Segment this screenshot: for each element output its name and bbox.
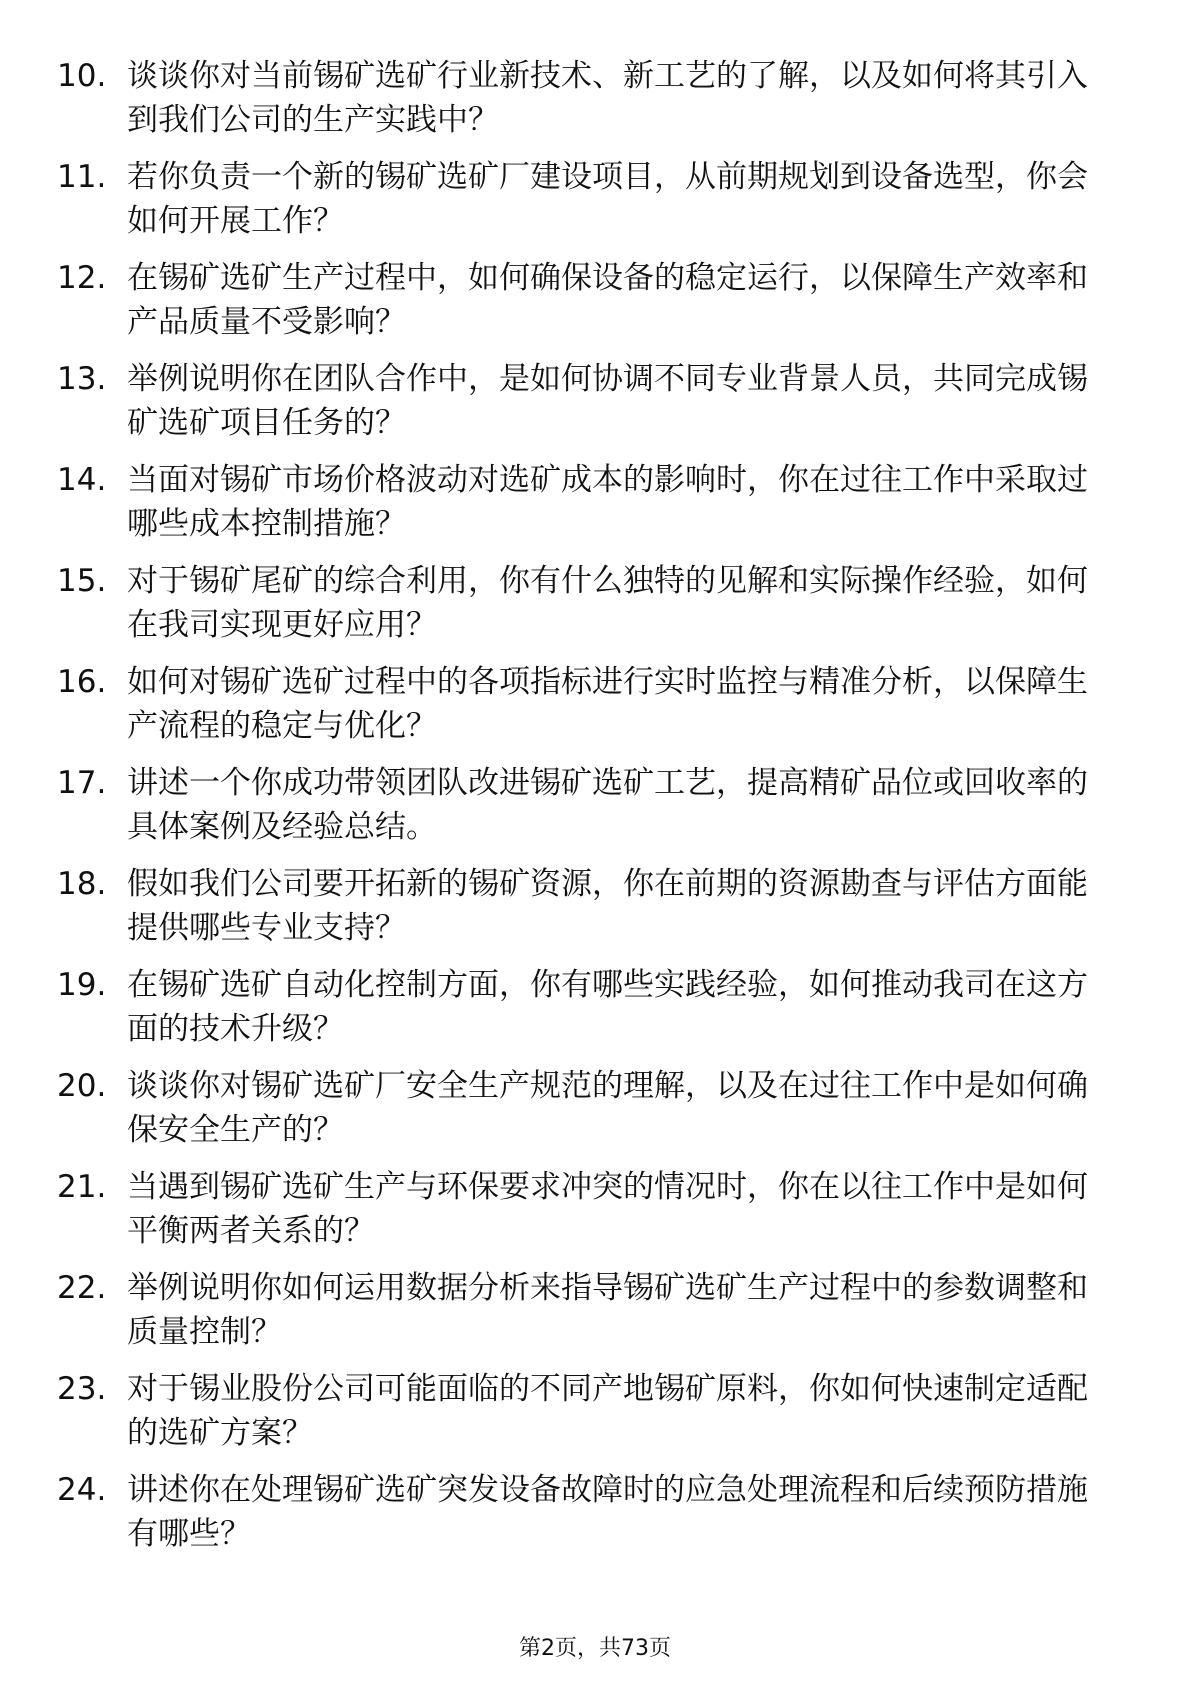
question-text: 如何对锡矿选矿过程中的各项指标进行实时监控与精准分析，以保障生产流程的稳定与优化？ <box>127 664 1088 744</box>
list-item <box>57 654 1117 755</box>
question-number: 22. <box>57 1270 107 1306</box>
question-text: 若你负责一个新的锡矿选矿厂建设项目，从前期规划到设备选型，你会如何开展工作？ <box>127 159 1088 239</box>
list-item <box>57 149 1117 250</box>
question-text: 对于锡业股份公司可能面临的不同产地锡矿原料，你如何快速制定适配的选矿方案？ <box>127 1371 1088 1451</box>
question-text: 当遇到锡矿选矿生产与环保要求冲突的情况时，你在以往工作中是如何平衡两者关系的？ <box>127 1169 1088 1249</box>
question-text: 对于锡矿尾矿的综合利用，你有什么独特的见解和实际操作经验，如何在我司实现更好应用？ <box>127 563 1088 643</box>
list-item <box>57 1462 1117 1563</box>
list-item <box>57 1159 1117 1260</box>
list-item <box>57 957 1117 1058</box>
question-number: 19. <box>57 967 107 1003</box>
question-number: 20. <box>57 1068 107 1104</box>
question-number: 12. <box>57 260 107 296</box>
question-number: 15. <box>57 563 107 599</box>
question-number: 11. <box>57 159 107 195</box>
question-number: 18. <box>57 866 107 902</box>
question-number: 14. <box>57 462 107 498</box>
question-list <box>57 48 1117 1563</box>
list-item <box>57 1260 1117 1361</box>
question-number: 17. <box>57 765 107 801</box>
question-number: 13. <box>57 361 107 397</box>
question-text: 讲述一个你成功带领团队改进锡矿选矿工艺，提高精矿品位或回收率的具体案例及经验总结。 <box>127 765 1088 845</box>
question-text: 假如我们公司要开拓新的锡矿资源，你在前期的资源勘查与评估方面能提供哪些专业支持？ <box>127 866 1088 946</box>
question-number: 24. <box>57 1472 107 1508</box>
question-text: 举例说明你在团队合作中，是如何协调不同专业背景人员，共同完成锡矿选矿项目任务的？ <box>127 361 1088 441</box>
question-text: 当面对锡矿市场价格波动对选矿成本的影响时，你在过往工作中采取过哪些成本控制措施？ <box>127 462 1088 542</box>
list-item <box>57 250 1117 351</box>
page-number-footer: 第2页，共73页 <box>519 1636 671 1661</box>
question-number: 16. <box>57 664 107 700</box>
list-item <box>57 553 1117 654</box>
question-number: 21. <box>57 1169 107 1205</box>
question-text: 谈谈你对当前锡矿选矿行业新技术、新工艺的了解，以及如何将其引入到我们公司的生产实践中？ <box>127 58 1088 138</box>
question-text: 谈谈你对锡矿选矿厂安全生产规范的理解，以及在过往工作中是如何确保安全生产的？ <box>127 1068 1088 1148</box>
question-number: 10. <box>57 58 107 94</box>
list-item <box>57 452 1117 553</box>
question-number: 23. <box>57 1371 107 1407</box>
list-item <box>57 1058 1117 1159</box>
question-text: 在锡矿选矿自动化控制方面，你有哪些实践经验，如何推动我司在这方面的技术升级？ <box>127 967 1088 1047</box>
list-item <box>57 351 1117 452</box>
question-text: 举例说明你如何运用数据分析来指导锡矿选矿生产过程中的参数调整和质量控制？ <box>127 1270 1088 1350</box>
list-item <box>57 1361 1117 1462</box>
list-item <box>57 48 1117 149</box>
list-item <box>57 755 1117 856</box>
question-text: 在锡矿选矿生产过程中，如何确保设备的稳定运行，以保障生产效率和产品质量不受影响？ <box>127 260 1088 340</box>
question-text: 讲述你在处理锡矿选矿突发设备故障时的应急处理流程和后续预防措施有哪些？ <box>127 1472 1088 1552</box>
list-item <box>57 856 1117 957</box>
